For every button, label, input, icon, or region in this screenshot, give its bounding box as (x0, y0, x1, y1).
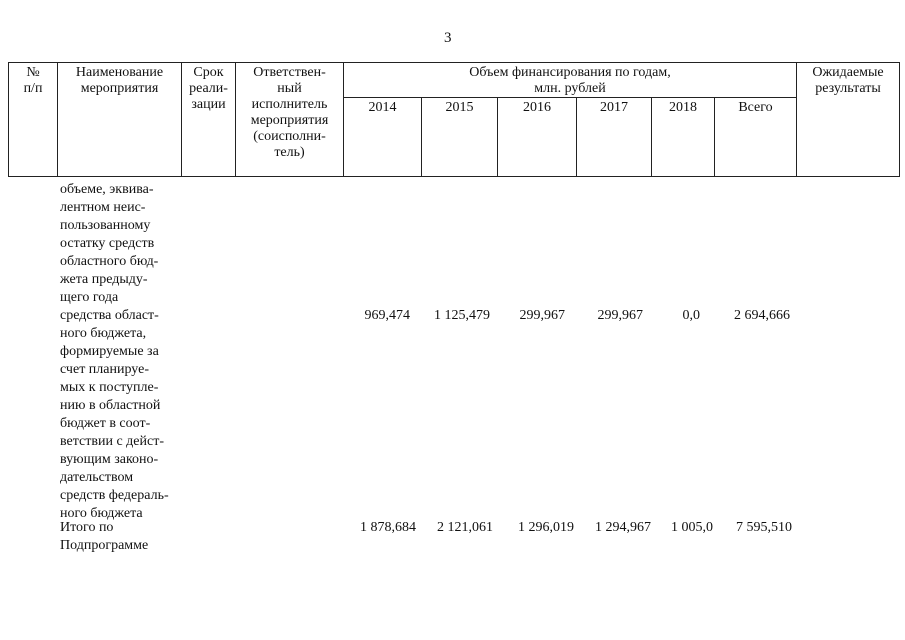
header-col-term-line: Срок (193, 65, 224, 80)
row-name-line: вующим законо- (60, 452, 159, 467)
header-year-2016: 2016 (498, 98, 577, 177)
header-col-funding-line: Объем финансирования по годам, (469, 65, 671, 80)
header-col-executor-line: ный (277, 81, 302, 96)
row-name (60, 519, 190, 555)
header-col-term (182, 63, 236, 177)
row-name-line: пользованному (60, 218, 151, 233)
row-name-line: формируемые за (60, 344, 159, 359)
header-col-name (58, 63, 182, 177)
header-col-results-line: результаты (815, 81, 881, 96)
value-2018: 1 005,0 (671, 520, 713, 535)
header-year-2017: 2017 (577, 98, 652, 177)
page-number: 3 (444, 30, 452, 46)
header-year-2014: 2014 (344, 98, 422, 177)
row-name-line: средства област- (60, 308, 159, 323)
row-name-line: нию в областной (60, 398, 161, 413)
value-2015: 2 121,061 (437, 520, 493, 535)
row-name-line: бюджет в соот- (60, 416, 151, 431)
header-col-term-line: зации (191, 97, 226, 112)
value-2015: 1 125,479 (434, 308, 490, 323)
header-col-funding-line: млн. рублей (534, 81, 606, 96)
header-year-2018: 2018 (652, 98, 715, 177)
header-col-no-line: п/п (23, 81, 43, 96)
header-year-2015: 2015 (422, 98, 498, 177)
header-col-no (9, 63, 58, 177)
header-col-name-line: Наименование (75, 65, 164, 80)
row-name-line: остатку средств (60, 236, 155, 251)
header-col-executor-line: Ответствен- (253, 65, 326, 80)
row-name (60, 181, 190, 307)
row-name-line: ного бюджета (60, 506, 143, 521)
row-name-line: счет планируе- (60, 362, 149, 377)
row-name-line: областного бюд- (60, 254, 159, 269)
header-col-executor-line: тель) (274, 145, 305, 160)
value-2014: 969,474 (364, 308, 410, 323)
header-col-executor-line: мероприятия (250, 113, 329, 128)
value-2014: 1 878,684 (360, 520, 416, 535)
row-name-line: объеме, эквива- (60, 182, 154, 197)
row-name-line: дательством (60, 470, 134, 485)
table-header (8, 62, 900, 177)
header-col-no-line: № (26, 65, 40, 80)
header-col-results (797, 63, 900, 177)
value-2016: 1 296,019 (518, 520, 574, 535)
header-col-executor-line: (соисполни- (253, 129, 326, 144)
value-total: 7 595,510 (736, 520, 792, 535)
header-col-executor (236, 63, 344, 177)
header-col-funding (344, 63, 797, 98)
row-name-line: мых к поступле- (60, 380, 159, 395)
header-col-executor-line: исполнитель (251, 97, 328, 112)
header-col-name-line: мероприятия (80, 81, 159, 96)
value-2016: 299,967 (519, 308, 565, 323)
row-name (60, 307, 190, 523)
header-col-results-line: Ожидаемые (812, 65, 884, 80)
row-name-line: Подпрограмме (60, 538, 149, 553)
row-name-line: средств федераль- (60, 488, 169, 503)
value-2018: 0,0 (682, 308, 700, 323)
value-2017: 1 294,967 (595, 520, 651, 535)
row-name-line: ветствии с дейст- (60, 434, 164, 449)
row-name-line: лентном неис- (60, 200, 146, 215)
row-name-line: ного бюджета, (60, 326, 147, 341)
row-name-line: щего года (60, 290, 119, 305)
header-year-total: Всего (715, 98, 797, 177)
header-col-term-line: реали- (189, 81, 228, 96)
row-name-line: жета предыду- (60, 272, 148, 287)
value-total: 2 694,666 (734, 308, 790, 323)
row-name-line: Итого по (60, 520, 114, 535)
value-2017: 299,967 (597, 308, 643, 323)
